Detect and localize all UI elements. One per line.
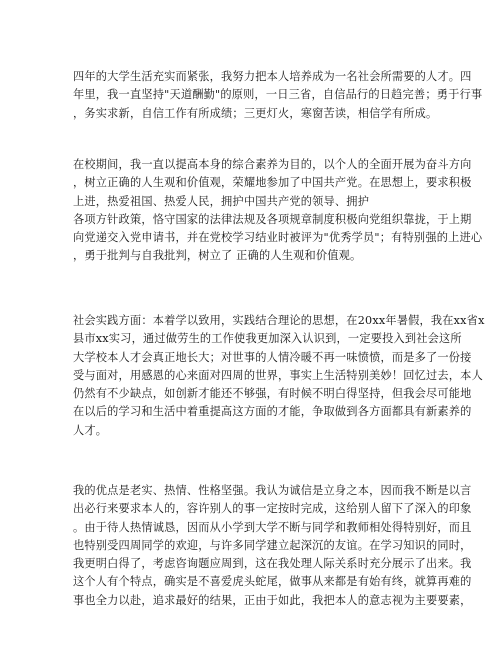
text-line: ，树立正确的人生观和价值观，荣耀地参加了中国共产党。在思想上，要求积极: [73, 176, 472, 190]
text-line: 。由于待人热情诚恳，因而从小学到大学不断与同学和教师相处得特别好，而且: [73, 520, 472, 534]
paragraph-social-practice: [73, 312, 485, 440]
text-line: 受与面对，用感恩的心来面对四周的世界，事实上生活特别美妙！回忆过去，本人: [73, 368, 483, 382]
paragraph-college-life: [73, 68, 483, 123]
text-line: 事也全力以赴，追求最好的结果，正由于如此，我把本人的意志视为主要要素，: [73, 593, 472, 607]
text-line: 在校期间，我一直以提高本身的综合素养为目的，以个人的全面开展为奋斗方向: [73, 158, 472, 171]
text-line: 这个人有个特点，确实是不喜爱虎头蛇尾，做事从来都是有始有终，就算再难的: [73, 575, 472, 589]
text-line: 年里，我一直坚持"天道酬勤"的原则，一日三省，自信品行的日趋完善；勇于行事: [73, 88, 483, 102]
text-line: ，务实求新，自信工作有所成绩；三更灯火，寒窗苦读，相信学有所成。: [73, 106, 438, 120]
text-line: 出必行来要求本人的，容许别人的事一定按时完成，这给别人留下了深入的印象: [73, 502, 472, 516]
text-line: 各项方针政策，恪守国家的法律法规及各项规章制度积极向党组织靠拢，于上期: [73, 212, 472, 226]
text-line: 仍然有不少缺点，如创新才能还不够强，有时候不明白得坚持，但我会尽可能地: [73, 387, 472, 401]
text-line: 我更明白得了，考虑咨询题应周到，这在我处理人际关系时充分展示了出来。我: [73, 557, 472, 571]
text-line: 大学校本人才会真正地长大；对世事的人情冷暖不再一味愤愤，而是多了一份接: [73, 350, 472, 364]
text-line: 四年的大学生活充实而紧张，我努力把本人培养成为一名社会所需要的人才。四: [73, 70, 472, 83]
text-line: 社会实践方面：本着学以致用，实践结合理论的思想，在20xx年暑假，我在xx省x: [73, 314, 485, 327]
paragraph-school-period: [73, 156, 483, 266]
text-line: 人才。: [73, 423, 108, 437]
text-line: 县市xx实习，通过做劳生的工作使我更加深入认识到，一定要投入到社会这所: [73, 332, 462, 346]
text-line: 也特别受四周同学的欢迎，与许多同学建立起深沉的友谊。在学习知识的同时，: [73, 538, 472, 552]
paragraph-strengths: [73, 482, 472, 610]
text-line: 上进，热爱祖国、热爱人民，拥护中国共产党的领导、拥护: [73, 194, 370, 208]
text-line: ，勇于批判与自我批判，树立了 正确的人生观和价值观。: [73, 249, 362, 263]
text-line: 向党递交入党申请书，并在党校学习结业时被评为"优秀学员"；有特别强的上进心: [73, 231, 483, 245]
text-line: 在以后的学习和生活中着重提高这方面的才能，争取做到各方面都具有新素养的: [73, 405, 472, 419]
text-line: 我的优点是老实、热情、性格坚强。我认为诚信是立身之本，因而我不断是以言: [73, 484, 472, 497]
